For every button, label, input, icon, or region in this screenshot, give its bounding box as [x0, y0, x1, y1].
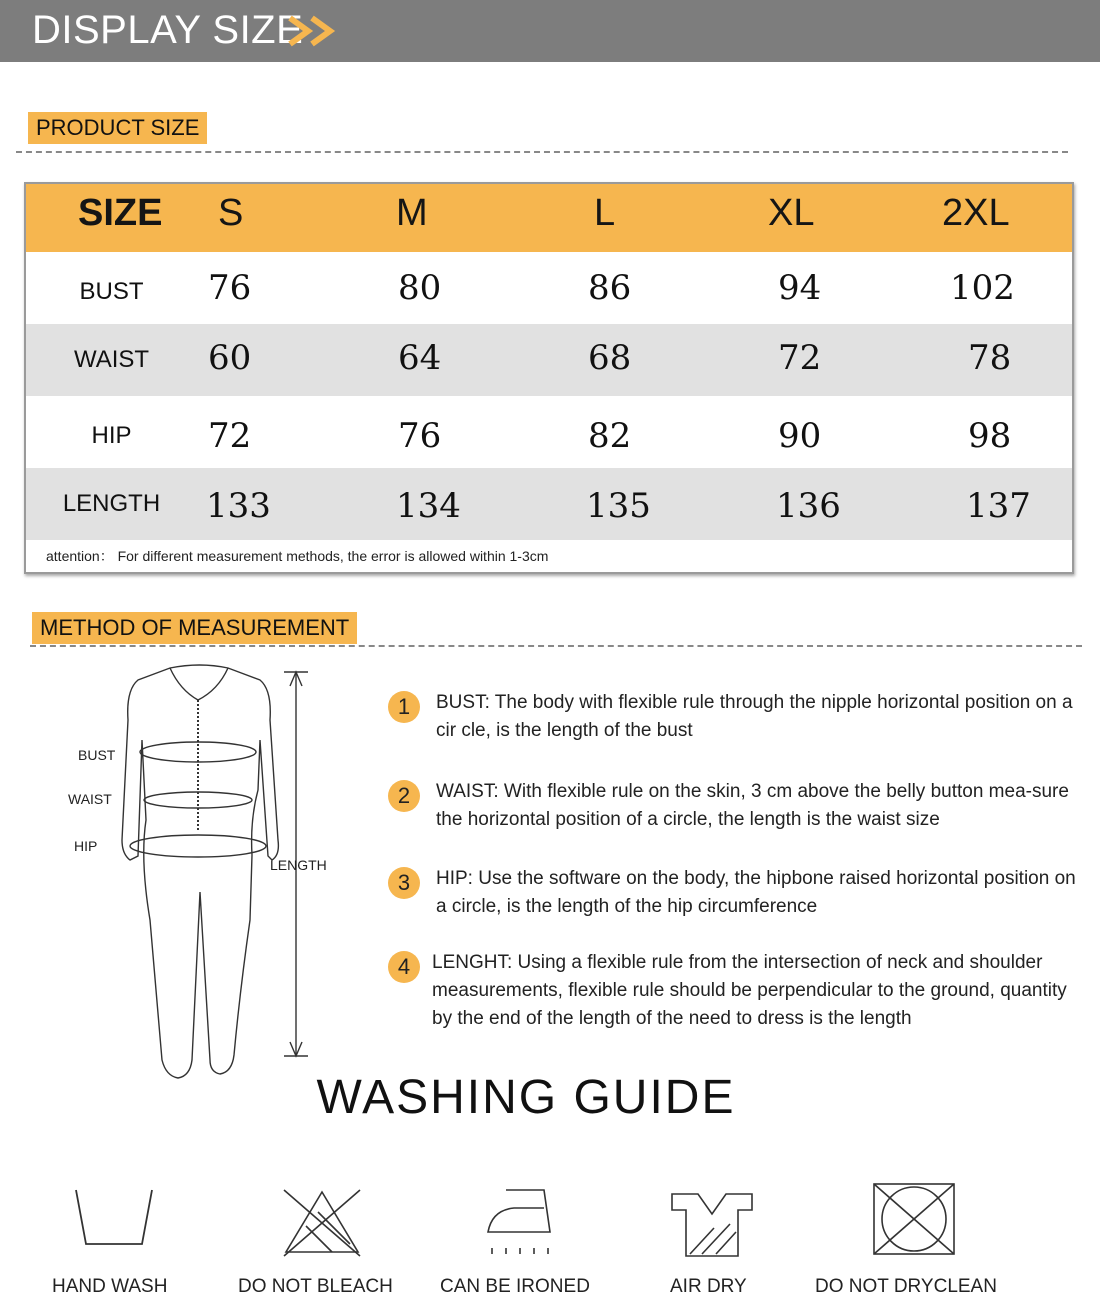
measure-step — [388, 689, 1078, 749]
cell-value: 133 — [206, 486, 271, 526]
figure-label-length: LENGTH — [270, 857, 327, 873]
iron-icon — [484, 1184, 560, 1256]
step-text: BUST: The body with flexible rule through the nipple horizontal position on a cir cle, is the length of the bust — [436, 692, 1073, 741]
page-title: DISPLAY SIZE — [32, 8, 304, 52]
table-row — [26, 468, 1072, 540]
no-dryclean-icon — [870, 1180, 958, 1258]
cell-value: 76 — [398, 416, 442, 456]
cell-value: 80 — [398, 268, 442, 308]
measure-step — [388, 949, 1078, 1039]
cell-value: 135 — [586, 486, 651, 526]
wash-label-no-dryclean: DO NOT DRYCLEAN — [815, 1276, 997, 1297]
row-label: HIP — [91, 422, 132, 449]
table-row — [26, 324, 1072, 396]
double-chevron-right-icon — [286, 14, 340, 48]
size-col-s: S — [218, 192, 244, 234]
step-text: WAIST: With flexible rule on the skin, 3 cm above the belly button mea-sure the horizontal position of a circle, the length is the waist size — [436, 781, 1069, 830]
section-divider — [16, 151, 1068, 153]
wash-label-hand-wash: HAND WASH — [52, 1276, 168, 1297]
product-size-label: PRODUCT SIZE — [28, 112, 207, 144]
washing-guide-title: WASHING GUIDE — [316, 1071, 736, 1124]
figure-label-bust: BUST — [78, 747, 116, 763]
cell-value: 136 — [776, 486, 841, 526]
cell-value: 102 — [950, 268, 1015, 308]
row-label: WAIST — [73, 346, 150, 373]
section-divider — [30, 645, 1082, 647]
size-table-header — [26, 184, 1072, 252]
cell-value: 72 — [208, 416, 252, 456]
step-number: 1 — [388, 691, 420, 723]
wash-label-no-bleach: DO NOT BLEACH — [238, 1276, 393, 1297]
step-number: 4 — [388, 951, 420, 983]
measure-step — [388, 865, 1078, 925]
step-number: 2 — [388, 780, 420, 812]
method-label: METHOD OF MEASUREMENT — [32, 612, 357, 644]
step-number: 3 — [388, 867, 420, 899]
row-label: LENGTH — [62, 490, 161, 517]
table-row — [26, 396, 1072, 468]
cell-value: 82 — [588, 416, 632, 456]
header-bar — [0, 0, 1100, 62]
cell-value: 90 — [778, 416, 822, 456]
step-text: HIP: Use the software on the body, the hipbone raised horizontal position on a circle, is the length of the hip circumference — [436, 868, 1076, 917]
size-col-m: M — [396, 192, 428, 234]
measure-step — [388, 778, 1078, 838]
cell-value: 68 — [588, 338, 632, 378]
cell-value: 78 — [968, 338, 1012, 378]
cell-value: 94 — [778, 268, 822, 308]
table-row — [26, 252, 1072, 324]
jumpsuit-figure — [100, 660, 340, 1090]
wash-label-air-dry: AIR DRY — [670, 1276, 747, 1297]
cell-value: 98 — [968, 416, 1012, 456]
row-label: BUST — [79, 278, 144, 305]
size-col-l: L — [594, 192, 616, 234]
cell-value: 72 — [778, 338, 822, 378]
cell-value: 60 — [208, 338, 252, 378]
cell-value: 134 — [396, 486, 461, 526]
figure-label-hip: HIP — [74, 838, 98, 854]
hand-wash-icon — [72, 1186, 156, 1250]
attention-note: attention： For different measurement methods, the error is allowed within 1-3cm — [46, 548, 549, 564]
cell-value: 137 — [966, 486, 1031, 526]
no-bleach-icon — [280, 1186, 364, 1258]
cell-value: 64 — [398, 338, 442, 378]
size-col-2xl: 2XL — [942, 192, 1010, 234]
size-col-xl: XL — [768, 192, 815, 234]
figure-label-waist: WAIST — [68, 791, 112, 807]
wash-label-iron: CAN BE IRONED — [440, 1276, 590, 1297]
size-table — [24, 182, 1074, 574]
step-text: LENGHT: Using a flexible rule from the intersection of neck and shoulder measurements, flexible rule should be perpendicular to the ground, quantity by the end of the length of the need to dress is the length — [432, 952, 1067, 1029]
cell-value: 76 — [208, 268, 252, 308]
size-header-label: SIZE — [78, 192, 163, 234]
air-dry-icon — [668, 1188, 756, 1260]
cell-value: 86 — [588, 268, 632, 308]
